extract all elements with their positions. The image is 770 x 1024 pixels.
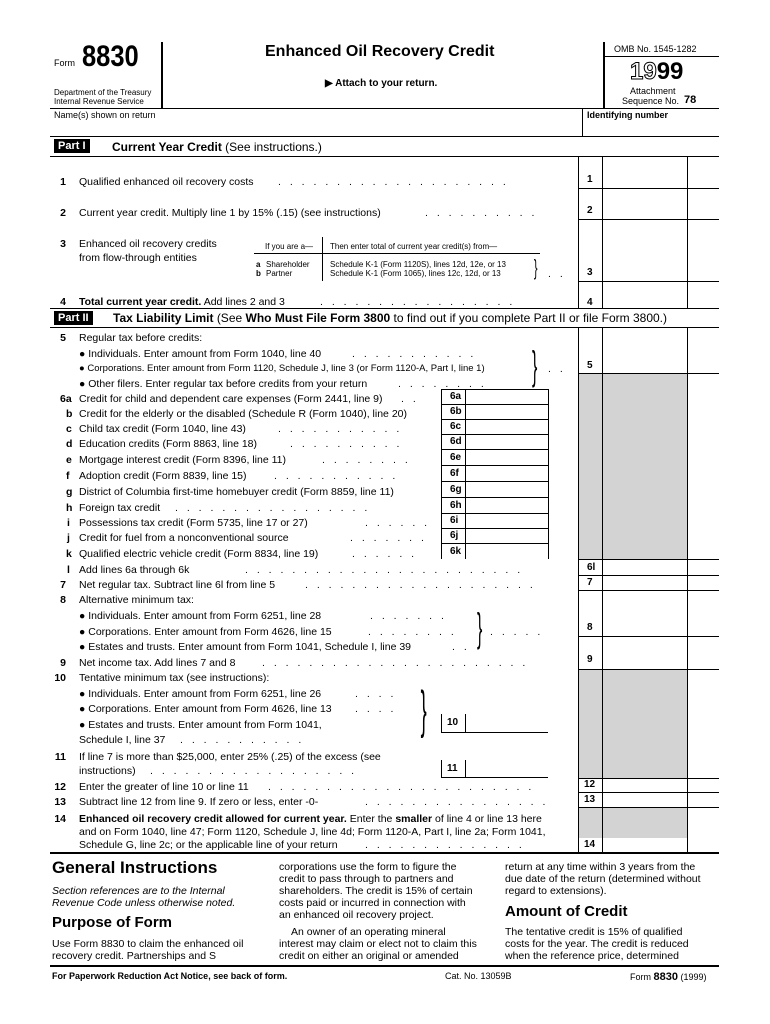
line-3-amount[interactable] [603, 265, 719, 281]
line-12-leader: . . . . . . . . . . . . . . . . . . . . . . . [268, 781, 535, 793]
line-13-text: Subtract line 12 from line 9. If zero or less, enter -0- [79, 796, 319, 808]
line-11-text-a: If line 7 is more than $25,000, enter 25% (.25) of the excess (see [79, 751, 381, 763]
identifying-number-field[interactable] [584, 120, 718, 136]
line-10-number: 10 [54, 672, 66, 684]
line-3-number: 3 [60, 238, 66, 250]
col2-text-4: costs paid or incurred in connection with [279, 897, 466, 909]
amount-heading: Amount of Credit [505, 903, 628, 920]
box-6f-label: 6f [450, 468, 459, 479]
line-5-text: Regular tax before credits: [79, 332, 203, 344]
line-10-individuals: ● Individuals. Enter amount from Form 6251, line 26 [79, 688, 322, 700]
if-you-are-label: If you are a— [265, 242, 314, 251]
box-10-label: 10 [447, 717, 459, 728]
line-11-number: 11 [54, 751, 66, 763]
line-8-text: Alternative minimum tax: [79, 594, 194, 606]
line-14-leader: . . . . . . . . . . . . . . [365, 839, 525, 851]
line-6b-letter: b [66, 408, 73, 420]
line-6d-leader: . . . . . . . . . . [290, 438, 403, 450]
col2-text-5: an enhanced oil recovery project. [279, 909, 434, 921]
col2-text-2: credit to pass through to partners and [279, 873, 454, 885]
line-7-text: Net regular tax. Subtract line 6l from line 5 [79, 579, 276, 591]
line-1-text: Qualified enhanced oil recovery costs [79, 176, 254, 188]
line-14-number: 14 [54, 813, 66, 825]
sequence-number: 78 [684, 94, 697, 106]
line-6d-letter: d [66, 438, 73, 450]
box-6a-label: 6a [450, 391, 462, 402]
footer-form-number: Form 8830 (1999) [630, 971, 707, 983]
box-6g-label: 6g [450, 484, 462, 495]
line-3-text-a: Enhanced oil recovery credits [79, 238, 217, 250]
line-6f-text: Adoption credit (Form 8839, line 15) [79, 470, 247, 482]
box-5-label: 5 [587, 360, 593, 371]
col2-text-3: shareholders. The credit is 15% of certain [279, 885, 473, 897]
line-3-b-letter: b [256, 269, 261, 278]
box-6j-label: 6j [450, 530, 459, 541]
form-title: Enhanced Oil Recovery Credit [265, 43, 495, 60]
schedule-k1-1065: Schedule K-1 (Form 1065), lines 12c, 12d, or 13 [330, 269, 501, 278]
dept-line-2: Internal Revenue Service [54, 97, 144, 106]
line-9-leader: . . . . . . . . . . . . . . . . . . . . . . . [262, 657, 529, 669]
line-6l-amount[interactable] [603, 560, 719, 575]
box-6i-label: 6i [450, 515, 459, 526]
line-8-leader: . . . . . [490, 626, 544, 638]
line-3-a-letter: a [256, 260, 261, 269]
line-6k-amount[interactable] [466, 545, 548, 559]
col2-text-6: An owner of an operating mineral [291, 926, 446, 938]
box-6c-label: 6c [450, 421, 462, 432]
shaded-10-11-amt [603, 670, 687, 778]
shaded-14-amt [603, 808, 687, 838]
part-2-title: Tax Liability Limit (See Who Must File Form 3800 to find out if you complete Part II or file Form 3800.) [113, 311, 668, 325]
line-6k-leader: . . . . . . [352, 548, 418, 560]
line-5-corporations: ● Corporations. Enter amount from Form 1120, Schedule J, line 3 (or Form 1120-A, Part I, line 1) [79, 363, 485, 374]
box-12-label: 12 [584, 779, 596, 790]
line-5-leader: . . [548, 363, 566, 375]
line-6j-amount[interactable] [466, 529, 548, 543]
name-field[interactable] [52, 120, 580, 136]
line-5-brace: } [532, 344, 538, 388]
line-1-amount[interactable] [603, 172, 719, 188]
line-5-other: ● Other filers. Enter regular tax before credits from your return [79, 378, 368, 390]
tax-year: 1999 [630, 58, 684, 85]
line-6l-text: Add lines 6a through 6k [79, 564, 190, 576]
line-8-amount[interactable] [603, 620, 719, 636]
line-5-oth-leader: . . . . . . . . [398, 378, 487, 390]
part-1-tag: Part I [54, 139, 90, 153]
line-6c-text: Child tax credit (Form 1040, line 43) [79, 423, 246, 435]
line-2-amount[interactable] [603, 203, 719, 219]
line-1-number: 1 [60, 176, 66, 188]
line-7-number: 7 [60, 579, 66, 591]
col3-text-3: regard to extensions). [505, 885, 607, 897]
shaded-6a-6k-amt [603, 373, 687, 559]
purpose-heading: Purpose of Form [52, 914, 173, 931]
line-10-corp-leader: . . . . [355, 703, 397, 715]
line-2-text: Current year credit. Multiply line 1 by 15% (.15) (see instructions) [79, 207, 381, 219]
part-2-tag: Part II [54, 311, 93, 325]
line-5-individuals: ● Individuals. Enter amount from Form 1040, line 40 [79, 348, 322, 360]
line-6d-text: Education credits (Form 8863, line 18) [79, 438, 258, 450]
then-enter-label: Then enter total of current year credit(s) from— [330, 242, 498, 251]
attachment-label: Attachment [630, 86, 676, 96]
box-6k-label: 6k [450, 546, 462, 557]
line-9-number: 9 [60, 657, 66, 669]
line-6i-letter: i [67, 517, 70, 529]
col3-text-4: The tentative credit is 15% of qualified [505, 926, 683, 938]
box-14-label: 14 [584, 839, 596, 850]
box-13-label: 13 [584, 794, 596, 805]
partner-label: Partner [266, 269, 293, 278]
line-6e-letter: e [66, 454, 72, 466]
line-6a-leader: . . [401, 393, 419, 405]
line-6d-amount[interactable] [466, 435, 548, 449]
purpose-text-1: Use Form 8830 to claim the enhanced oil [52, 938, 244, 950]
box-6h-label: 6h [450, 500, 462, 511]
line-12-amount[interactable] [603, 779, 719, 792]
box-2-label: 2 [587, 205, 593, 216]
line-14-text-3: Schedule G, line 2c; or the applicable line of your return [79, 839, 338, 851]
line-9-text: Net income tax. Add lines 7 and 8 [79, 657, 236, 669]
col2-text-7: interest may claim or elect not to claim this [279, 938, 477, 950]
line-4-number: 4 [60, 296, 66, 308]
line-6j-leader: . . . . . . . [350, 532, 427, 544]
line-1-leader: . . . . . . . . . . . . . . . . . . . . [278, 176, 509, 188]
line-6h-amount[interactable] [466, 499, 548, 513]
line-6e-amount[interactable] [466, 451, 548, 465]
line-13-number: 13 [54, 796, 66, 808]
line-6b-text: Credit for the elderly or the disabled (Schedule R (Form 1040), line 20) [79, 408, 407, 420]
col3-text-6: when the reference price, determined [505, 950, 679, 962]
line-4-amount[interactable] [603, 292, 719, 308]
col2-text-8: credit on either an original or amended [279, 950, 459, 962]
line-8-ind-leader: . . . . . . . [370, 610, 447, 622]
line-8-brace: } [477, 606, 483, 650]
line-6l-letter: l [67, 564, 70, 576]
line-6k-letter: k [66, 548, 72, 560]
line-6f-amount[interactable] [466, 467, 548, 481]
line-8-est-leader: . . [452, 641, 470, 653]
line-6g-text: District of Columbia first-time homebuyer credit (Form 8859, line 11) [79, 486, 394, 498]
box-8-label: 8 [587, 622, 593, 633]
box-6b-label: 6b [450, 406, 462, 417]
line-6c-amount[interactable] [466, 420, 548, 434]
box-4-label: 4 [587, 297, 593, 308]
line-12-number: 12 [54, 781, 66, 793]
line-6c-letter: c [66, 423, 72, 435]
identifying-number-label: Identifying number [587, 110, 668, 120]
line-5-number: 5 [60, 332, 66, 344]
line-6b-amount[interactable] [466, 405, 548, 419]
line-6g-amount[interactable] [466, 483, 548, 497]
line-10-corporations: ● Corporations. Enter amount from Form 4626, line 13 [79, 703, 332, 715]
line-6j-text: Credit for fuel from a nonconventional source [79, 532, 289, 544]
line-3-text-b: from flow-through entities [79, 252, 197, 264]
line-6c-leader: . . . . . . . . . . . [278, 423, 403, 435]
line-13-leader: . . . . . . . . . . . . . . . . [365, 796, 549, 808]
line-14-text: Enhanced oil recovery credit allowed for current year. Enter the smaller of line 4 or line 13 here [79, 813, 542, 825]
shaded-10-11 [579, 670, 602, 778]
sequence-label: Sequence No. [622, 96, 680, 106]
line-6a-amount[interactable] [466, 390, 548, 404]
line-8-corporations: ● Corporations. Enter amount from Form 4626, line 15 [79, 626, 332, 638]
line-10-est-leader: . . . . . . . . . . . [180, 734, 305, 746]
general-instructions-heading: General Instructions [52, 858, 218, 877]
line-10-estates: ● Estates and trusts. Enter amount from Form 1041, [79, 719, 322, 731]
section-note-2: Revenue Code unless otherwise noted. [52, 897, 236, 909]
line-6j-letter: j [67, 532, 70, 544]
box-6d-label: 6d [450, 436, 462, 447]
line-5-amount[interactable] [603, 357, 719, 373]
line-6g-letter: g [66, 486, 73, 498]
col2-text-1: corporations use the form to figure the [279, 861, 457, 873]
paperwork-notice: For Paperwork Reduction Act Notice, see back of form. [52, 971, 288, 981]
section-note-1: Section references are to the Internal [52, 885, 225, 897]
line-10-estates-2: Schedule I, line 37 [79, 734, 166, 746]
form-label: Form [54, 58, 75, 68]
line-8-individuals: ● Individuals. Enter amount from Form 6251, line 28 [79, 610, 322, 622]
line-12-text: Enter the greater of line 10 or line 11 [79, 781, 249, 793]
box-11-label: 11 [447, 763, 458, 774]
line-7-amount[interactable] [603, 576, 719, 590]
box-6e-label: 6e [450, 452, 462, 463]
line-2-number: 2 [60, 207, 66, 219]
line-3-leader: . . [548, 268, 566, 280]
purpose-text-2: recovery credit. Partnerships and S [52, 950, 216, 962]
line-4-leader: . . . . . . . . . . . . . . . . . [320, 296, 516, 308]
line-6f-letter: f [66, 470, 70, 482]
box-7-label: 7 [587, 577, 593, 588]
line-6k-text: Qualified electric vehicle credit (Form 8834, line 19) [79, 548, 319, 560]
line-3-brace: } [533, 255, 538, 280]
line-2-leader: . . . . . . . . . . [425, 207, 538, 219]
line-6f-leader: . . . . . . . . . . . [274, 470, 399, 482]
line-6i-amount[interactable] [466, 514, 548, 528]
dept-line-1: Department of the Treasury [54, 88, 152, 97]
line-10-ind-leader: . . . . [355, 688, 397, 700]
catalog-number: Cat. No. 13059B [445, 971, 512, 981]
line-10-text: Tentative minimum tax (see instructions): [79, 672, 270, 684]
line-11-leader: . . . . . . . . . . . . . . . . . . [150, 765, 358, 777]
line-14-text-2: and on Form 1040, line 47; Form 1120, Schedule J, line 4d; Form 1120-A, Part I, line 2a; Form 1041, [79, 826, 546, 838]
attach-instruction: ▶ Attach to your return. [325, 78, 438, 89]
names-label: Name(s) shown on return [54, 110, 156, 120]
col3-text-1: return at any time within 3 years from the [505, 861, 696, 873]
line-6i-leader: . . . . . . [365, 517, 431, 529]
line-11-text-b: instructions) [79, 765, 136, 777]
box-3-label: 3 [587, 267, 593, 278]
box-1-label: 1 [587, 174, 593, 185]
line-6a-text: Credit for child and dependent care expenses (Form 2441, line 9) [79, 393, 383, 405]
line-6a-number: 6a [60, 393, 72, 405]
box-6l-label: 6l [587, 562, 596, 573]
line-6h-leader: . . . . . . . . . . . . . . . . . [175, 502, 371, 514]
line-9-amount[interactable] [603, 653, 719, 669]
line-10-amount[interactable] [466, 714, 548, 732]
col3-text-5: costs for the year. The credit is reduced [505, 938, 689, 950]
line-6e-text: Mortgage interest credit (Form 8396, line 11) [79, 454, 286, 466]
line-7-leader: . . . . . . . . . . . . . . . . . . . . [305, 579, 536, 591]
line-6e-leader: . . . . . . . . [322, 454, 411, 466]
line-8-estates: ● Estates and trusts. Enter amount from Form 1041, Schedule I, line 39 [79, 641, 412, 653]
line-10-brace: } [420, 681, 427, 739]
schedule-k1-1120s: Schedule K-1 (Form 1120S), lines 12d, 12e, or 13 [330, 260, 506, 269]
box-9-label: 9 [587, 654, 593, 665]
line-6h-letter: h [66, 502, 73, 514]
line-8-corp-leader: . . . . . . . . [368, 626, 457, 638]
line-6h-text: Foreign tax credit [79, 502, 161, 514]
line-4-text: Total current year credit. Add lines 2 and 3 [79, 296, 285, 308]
shaded-14 [579, 808, 602, 838]
shaded-6a-6k [579, 373, 602, 559]
line-8-number: 8 [60, 594, 66, 606]
line-13-amount[interactable] [603, 793, 719, 807]
line-14-amount[interactable] [603, 838, 719, 852]
form-number: 8830 [82, 40, 139, 73]
line-6l-leader: . . . . . . . . . . . . . . . . . . . . . . . . [245, 564, 524, 576]
shareholder-label: Shareholder [266, 260, 310, 269]
line-6i-text: Possessions tax credit (Form 5735, line 17 or 27) [79, 517, 308, 529]
line-5-ind-leader: . . . . . . . . . . . [352, 348, 477, 360]
omb-number: OMB No. 1545-1282 [614, 44, 697, 54]
col3-text-2: due date of the return (determined without [505, 873, 701, 885]
part-1-title: Current Year Credit (See instructions.) [112, 140, 322, 154]
line-11-amount[interactable] [466, 760, 548, 777]
